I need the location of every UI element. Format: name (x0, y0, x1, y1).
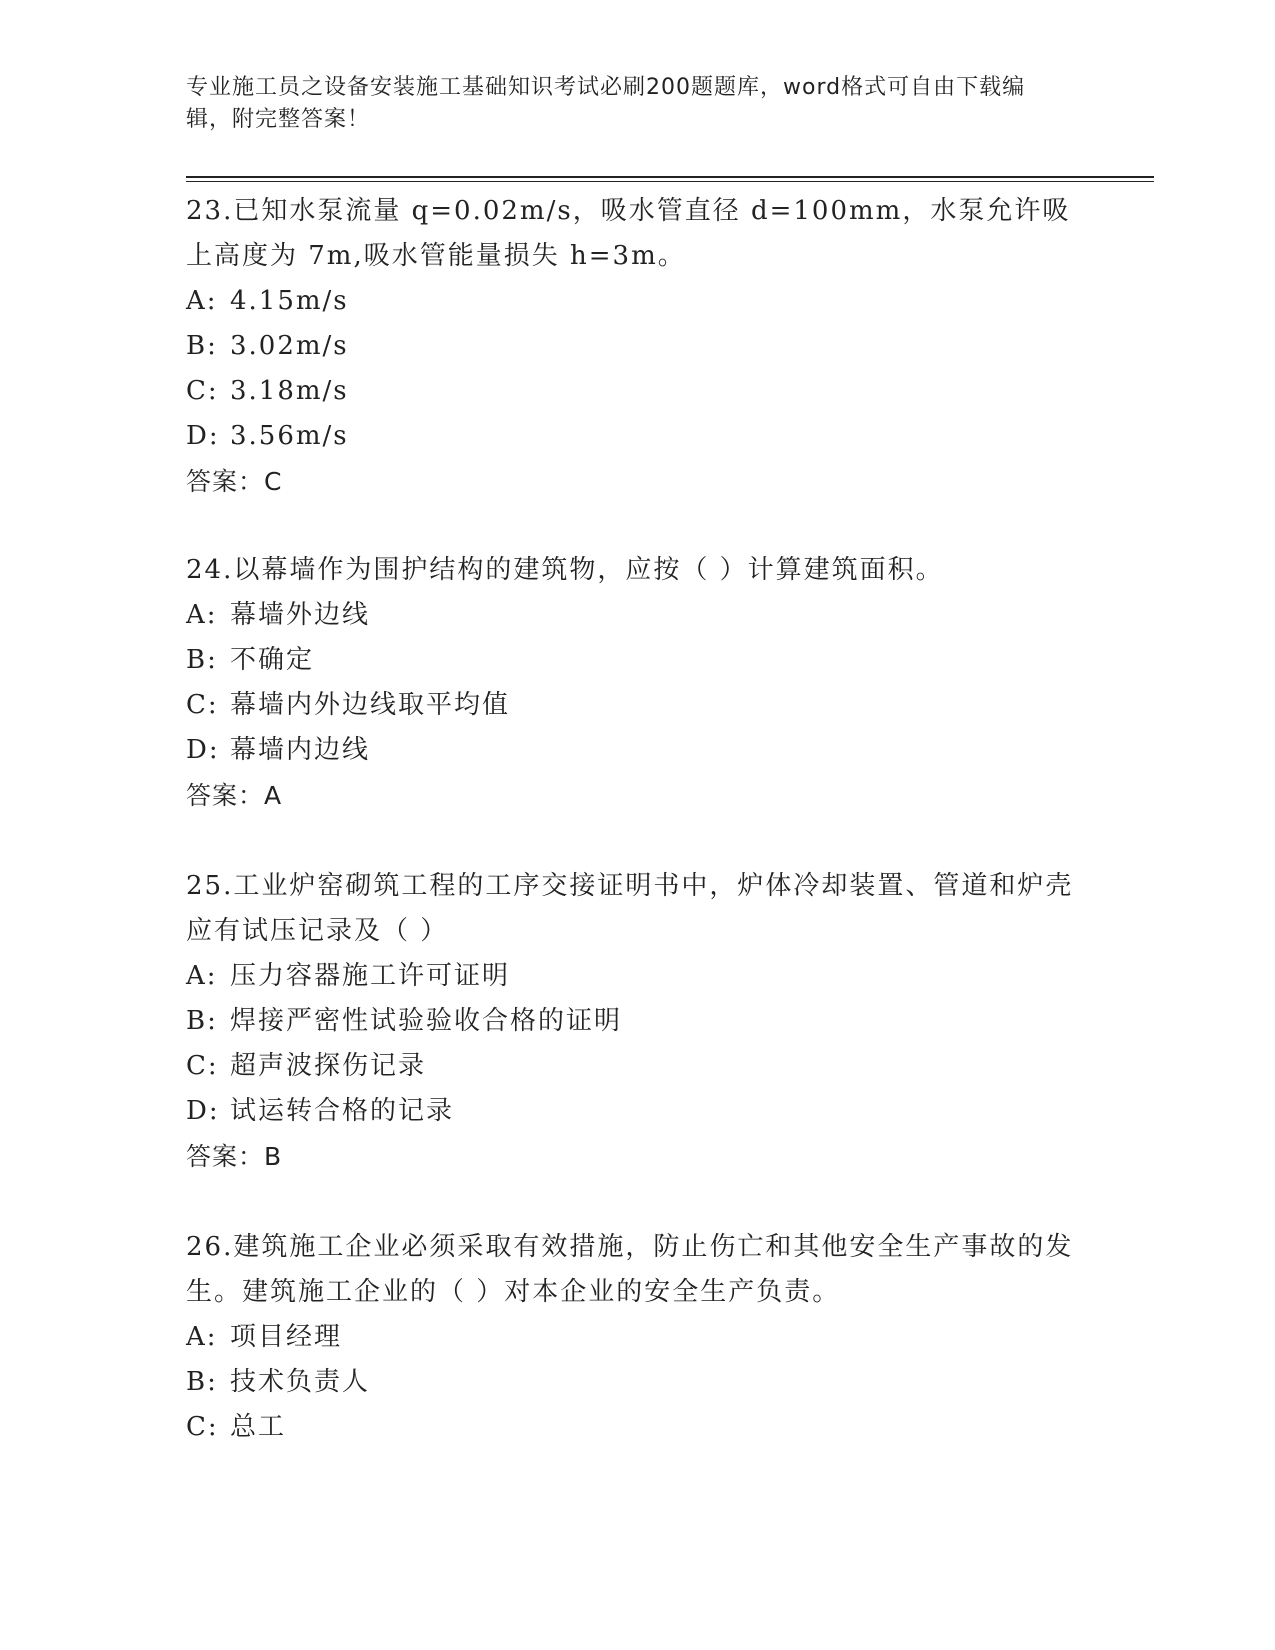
option-key: B: (186, 1006, 218, 1036)
option-c (186, 683, 1086, 728)
answer-line: 答案：B (186, 1142, 283, 1171)
question-25 (186, 864, 1086, 1179)
option-text: 技术负责人 (230, 1367, 371, 1397)
option-a (186, 279, 1086, 324)
option-b (186, 638, 1086, 683)
option-d (186, 1089, 1086, 1134)
option-text: 不确定 (230, 645, 315, 675)
option-b (186, 999, 1086, 1044)
answer-line: 答案：A (186, 781, 283, 810)
option-d (186, 414, 1086, 459)
option-key: D: (186, 421, 220, 451)
option-text: 4.15m/s (230, 286, 349, 316)
option-text: 幕墙内边线 (230, 735, 371, 765)
option-key: B: (186, 645, 218, 675)
question-26 (186, 1225, 1086, 1450)
option-text: 幕墙内外边线取平均值 (230, 690, 511, 720)
option-key: A: (186, 286, 218, 316)
question-23 (186, 189, 1086, 504)
option-b (186, 324, 1086, 369)
option-text: 焊接严密性试验验收合格的证明 (230, 1006, 623, 1036)
option-text: 项目经理 (230, 1322, 343, 1352)
option-key: A: (186, 1322, 218, 1352)
option-key: C: (186, 1412, 219, 1442)
question-24 (186, 548, 1086, 818)
option-c (186, 1405, 1086, 1450)
option-key: D: (186, 1096, 220, 1126)
option-key: C: (186, 690, 219, 720)
question-stem: 26.建筑施工企业必须采取有效措施，防止伤亡和其他安全生产事故的发生。建筑施工企业的（ ）对本企业的安全生产负责。 (186, 1232, 1074, 1307)
option-key: D: (186, 735, 220, 765)
answer-line: 答案：C (186, 467, 283, 496)
option-key: C: (186, 376, 219, 406)
option-text: 压力容器施工许可证明 (230, 961, 511, 991)
option-key: C: (186, 1051, 219, 1081)
option-b (186, 1360, 1086, 1405)
header-divider-thin (186, 181, 1154, 182)
option-d (186, 728, 1086, 773)
option-text: 超声波探伤记录 (230, 1051, 427, 1081)
question-stem: 24.以幕墙作为围护结构的建筑物，应按（ ）计算建筑面积。 (186, 555, 944, 585)
option-a (186, 593, 1086, 638)
option-key: A: (186, 961, 218, 991)
option-text: 总工 (230, 1412, 287, 1442)
question-stem: 25.工业炉窑砌筑工程的工序交接证明书中，炉体冷却装置、管道和炉壳应有试压记录及（ ） (186, 871, 1074, 946)
option-text: 试运转合格的记录 (230, 1096, 455, 1126)
option-text: 幕墙外边线 (230, 600, 371, 630)
document-header: 专业施工员之设备安装施工基础知识考试必刷200题题库，word格式可自由下载编辑，附完整答案！ (186, 75, 1026, 132)
option-text: 3.18m/s (230, 376, 349, 406)
option-text: 3.56m/s (230, 421, 349, 451)
option-key: B: (186, 1367, 218, 1397)
option-text: 3.02m/s (230, 331, 349, 361)
option-a (186, 954, 1086, 999)
option-key: B: (186, 331, 218, 361)
option-c (186, 1044, 1086, 1089)
option-c (186, 369, 1086, 414)
option-a (186, 1315, 1086, 1360)
option-key: A: (186, 600, 218, 630)
header-divider-thick (186, 176, 1154, 178)
question-stem: 23.已知水泵流量 q=0.02m/s，吸水管直径 d=100mm，水泵允许吸上高度为 7m,吸水管能量损失 h=3m。 (186, 196, 1071, 271)
